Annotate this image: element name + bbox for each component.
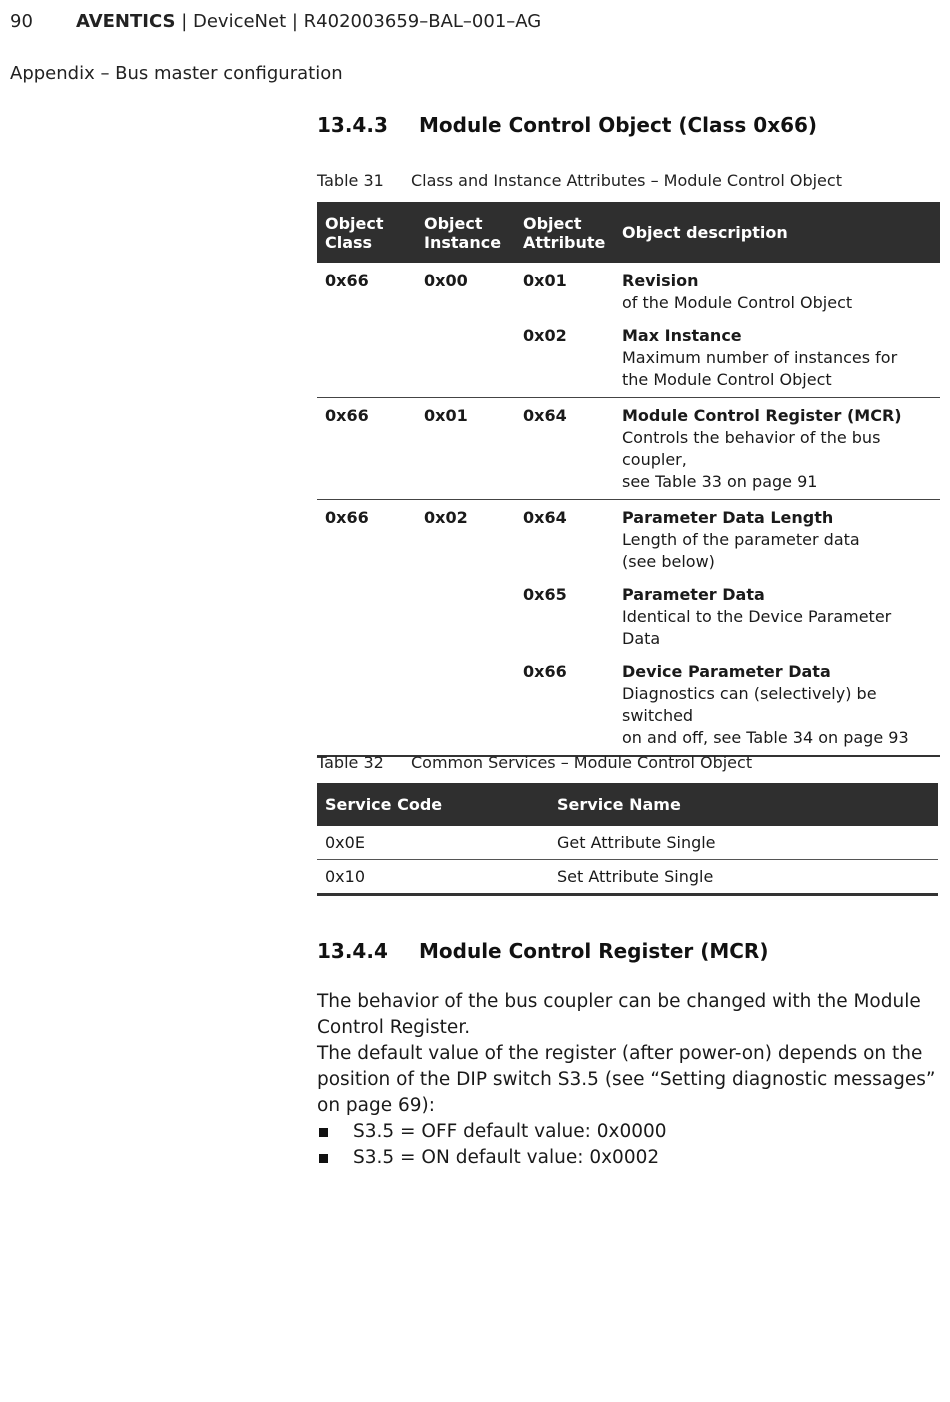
table-caption-text: Class and Instance Attributes – Module Control Object [411,171,842,190]
table-caption-text: Common Services – Module Control Object [411,753,753,772]
bullet-square-icon [319,1128,328,1137]
chapter-title: Appendix – Bus master configuration [10,63,343,84]
table31-caption [317,171,940,190]
section-number: 13.4.4 [317,939,388,963]
cell-object-class: 0x66 [325,271,369,290]
col-header-service-name: Service Name [549,783,938,826]
col-header-object-description: Object description [614,202,940,263]
cell-object-instance: 0x00 [424,271,468,290]
table31-wrapper [317,202,940,757]
description-text: Controls the behavior of the bus coupler, see Table 33 on page 91 [622,428,881,491]
table-header-row [317,202,940,263]
cell-object-class: 0x66 [325,508,369,527]
description-title: Max Instance [622,326,742,345]
description-text: Maximum number of instances for the Module Control Object [622,348,898,389]
description-title: Parameter Data [622,585,765,604]
paragraph: The default value of the register (after power-on) depends on the position of the DIP switch S3.5 (see “Setting diagnostic messages” on page 69): [317,1043,936,1116]
cell-service-code: 0x0E [317,826,549,860]
cell-object-class: 0x66 [317,398,416,500]
table-row [317,573,940,650]
bullet-list [317,1119,940,1171]
brand-name: AVENTICS [76,11,176,32]
cell-object-attribute: 0x66 [515,650,614,756]
cell-object-attribute: 0x64 [515,398,614,500]
cell-object-description [614,650,940,756]
description-title: Parameter Data Length [622,508,834,527]
table-header-row [317,783,938,826]
cell-object-description [614,263,940,314]
cell-object-instance [416,314,515,398]
table32-wrapper [317,783,938,896]
list-item-text: S3.5 = OFF default value: 0x0000 [353,1121,667,1142]
cell-object-instance [416,573,515,650]
cell-object-instance [416,650,515,756]
description-title: Module Control Register (MCR) [622,406,902,425]
list-item [317,1119,940,1145]
table-row [317,263,940,314]
list-item [317,1145,940,1171]
list-item-text: S3.5 = ON default value: 0x0002 [353,1147,660,1168]
description-title: Device Parameter Data [622,662,831,681]
table-row [317,398,940,500]
description-title: Revision [622,271,699,290]
paragraph: The behavior of the bus coupler can be changed with the Module Control Register. [317,991,921,1038]
cell-object-instance: 0x02 [424,508,468,527]
table32-caption [317,753,940,772]
col-header-service-code: Service Code [317,783,549,826]
document-id: | DeviceNet | R402003659–BAL–001–AG [175,11,542,32]
col-header-object-class: Object Class [317,202,416,263]
table-row [317,650,940,756]
description-text: Identical to the Device Parameter Data [622,607,892,648]
page-header [10,11,541,32]
cell-object-instance: 0x01 [416,398,515,500]
table-row [317,500,940,574]
section-heading [317,939,940,963]
table-number: Table 31 [317,171,384,190]
body-text [317,989,940,1171]
description-text: of the Module Control Object [622,293,853,312]
cell-object-description [614,314,940,398]
section-title: Module Control Register (MCR) [419,939,769,963]
table-row [317,860,938,895]
section-heading [317,113,940,137]
cell-object-class [317,314,416,398]
cell-object-attribute: 0x65 [523,585,567,604]
description-text: Diagnostics can (selectively) be switched on and off, see Table 34 on page 93 [622,684,909,747]
bullet-square-icon [319,1154,328,1163]
cell-service-name: Get Attribute Single [549,826,938,860]
table-row [317,314,940,398]
section-13-4-3 [317,113,940,137]
cell-object-attribute: 0x64 [523,508,567,527]
description-text: Length of the parameter data (see below) [622,530,860,571]
services-table [317,783,938,896]
cell-object-class [317,650,416,756]
cell-object-description [614,573,940,650]
cell-service-code: 0x10 [317,860,549,895]
cell-object-attribute: 0x01 [523,271,567,290]
section-number: 13.4.3 [317,113,388,137]
col-header-object-instance: Object Instance [416,202,515,263]
cell-object-description [614,500,940,574]
cell-object-description [614,398,940,500]
table-row [317,826,938,860]
cell-object-class [317,573,416,650]
attributes-table [317,202,940,757]
section-13-4-4 [317,939,940,963]
table-number: Table 32 [317,753,384,772]
col-header-object-attribute: Object Attribute [515,202,614,263]
cell-object-attribute: 0x02 [515,314,614,398]
cell-service-name: Set Attribute Single [549,860,938,895]
section-title: Module Control Object (Class 0x66) [419,113,818,137]
page-number: 90 [10,11,33,32]
